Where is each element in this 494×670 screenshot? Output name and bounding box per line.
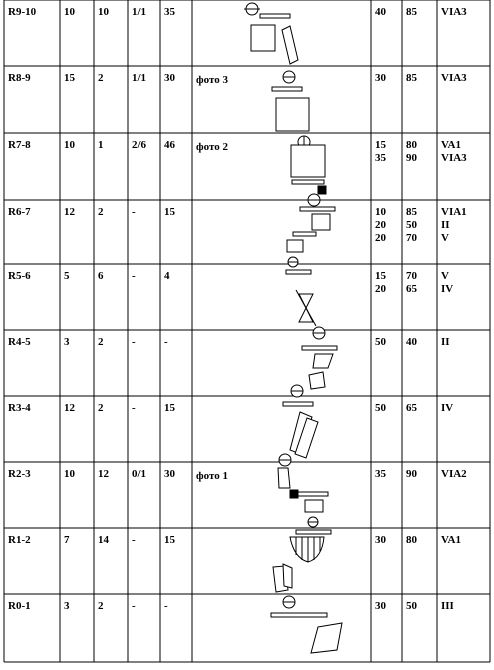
row-id-cell: R5-6 [8, 270, 31, 282]
category-cell: VIA1 [441, 206, 467, 218]
col7-cell: 65 [406, 402, 417, 414]
col7-cell: 70 [406, 270, 417, 282]
col4-cell: 15 [164, 402, 175, 414]
col7-cell: 65 [406, 283, 417, 295]
col3-cell: 1/1 [132, 72, 147, 84]
photo-note-cell: фото 2 [196, 141, 228, 153]
col6-cell: 20 [375, 219, 386, 231]
category-cell: VA1 [441, 139, 461, 151]
col2-cell: 2 [98, 402, 104, 414]
col1-cell: 10 [64, 468, 75, 480]
row-id-cell: R2-3 [8, 468, 31, 480]
col7-cell: 50 [406, 219, 417, 231]
category-cell: VIA2 [441, 468, 467, 480]
col4-cell: 30 [164, 468, 175, 480]
col2-cell: 6 [98, 270, 104, 282]
col3-cell: 2/6 [132, 139, 147, 151]
col6-cell: 40 [375, 6, 386, 18]
col6-cell: 15 [375, 139, 386, 151]
col3-cell: - [132, 206, 136, 218]
col1-cell: 10 [64, 6, 75, 18]
col6-cell: 35 [375, 152, 386, 164]
photo-note-cell: фото 3 [196, 74, 228, 86]
col7-cell: 50 [406, 600, 417, 612]
category-cell: IV [441, 283, 454, 295]
col4-cell: 4 [164, 270, 170, 282]
col3-cell: 1/1 [132, 6, 147, 18]
col6-cell: 50 [375, 402, 386, 414]
category-cell: V [441, 270, 449, 282]
col1-cell: 3 [64, 336, 70, 348]
col4-cell: 30 [164, 72, 175, 84]
row-id-cell: R1-2 [8, 534, 31, 546]
col7-cell: 85 [406, 72, 417, 84]
category-cell: VIA3 [441, 72, 467, 84]
col1-cell: 7 [64, 534, 70, 546]
col4-cell: 46 [164, 139, 175, 151]
row-id-cell: R7-8 [8, 139, 31, 151]
col7-cell: 80 [406, 534, 417, 546]
col3-cell: - [132, 600, 136, 612]
col7-cell: 80 [406, 139, 417, 151]
col1-cell: 3 [64, 600, 70, 612]
col2-cell: 10 [98, 6, 109, 18]
col2-cell: 12 [98, 468, 109, 480]
col4-cell: - [164, 336, 168, 348]
col4-cell: 15 [164, 534, 175, 546]
category-cell: VA1 [441, 534, 461, 546]
col2-cell: 2 [98, 72, 104, 84]
col7-cell: 70 [406, 232, 417, 244]
col6-cell: 35 [375, 468, 386, 480]
row-id-cell: R6-7 [8, 206, 31, 218]
col6-cell: 15 [375, 270, 386, 282]
col1-cell: 5 [64, 270, 70, 282]
row-id-cell: R9-10 [8, 6, 37, 18]
col6-cell: 30 [375, 72, 386, 84]
col6-cell: 30 [375, 600, 386, 612]
col2-cell: 1 [98, 139, 104, 151]
col4-cell: 35 [164, 6, 175, 18]
col1-cell: 15 [64, 72, 75, 84]
col1-cell: 12 [64, 402, 75, 414]
category-cell: VIA3 [441, 152, 467, 164]
col6-cell: 30 [375, 534, 386, 546]
col3-cell: - [132, 402, 136, 414]
row-id-cell: R0-1 [8, 600, 31, 612]
col6-cell: 50 [375, 336, 386, 348]
photo-note-cell: фото 1 [196, 470, 228, 482]
col7-cell: 90 [406, 152, 417, 164]
col2-cell: 2 [98, 336, 104, 348]
col7-cell: 85 [406, 206, 417, 218]
col6-cell: 20 [375, 283, 386, 295]
col6-cell: 10 [375, 206, 386, 218]
col7-cell: 90 [406, 468, 417, 480]
col2-cell: 14 [98, 534, 109, 546]
col7-cell: 40 [406, 336, 417, 348]
row-id-cell: R3-4 [8, 402, 31, 414]
category-cell: II [441, 336, 450, 348]
category-cell: IV [441, 402, 454, 414]
col2-cell: 2 [98, 206, 104, 218]
category-cell: VIA3 [441, 6, 467, 18]
category-cell: III [441, 600, 454, 612]
col1-cell: 12 [64, 206, 75, 218]
col3-cell: - [132, 534, 136, 546]
row-id-cell: R4-5 [8, 336, 31, 348]
col4-cell: - [164, 600, 168, 612]
col1-cell: 10 [64, 139, 75, 151]
col3-cell: 0/1 [132, 468, 147, 480]
col2-cell: 2 [98, 600, 104, 612]
col3-cell: - [132, 270, 136, 282]
category-cell: II [441, 219, 450, 231]
category-cell: V [441, 232, 449, 244]
col7-cell: 85 [406, 6, 417, 18]
col6-cell: 20 [375, 232, 386, 244]
col3-cell: - [132, 336, 136, 348]
col4-cell: 15 [164, 206, 175, 218]
row-id-cell: R8-9 [8, 72, 31, 84]
